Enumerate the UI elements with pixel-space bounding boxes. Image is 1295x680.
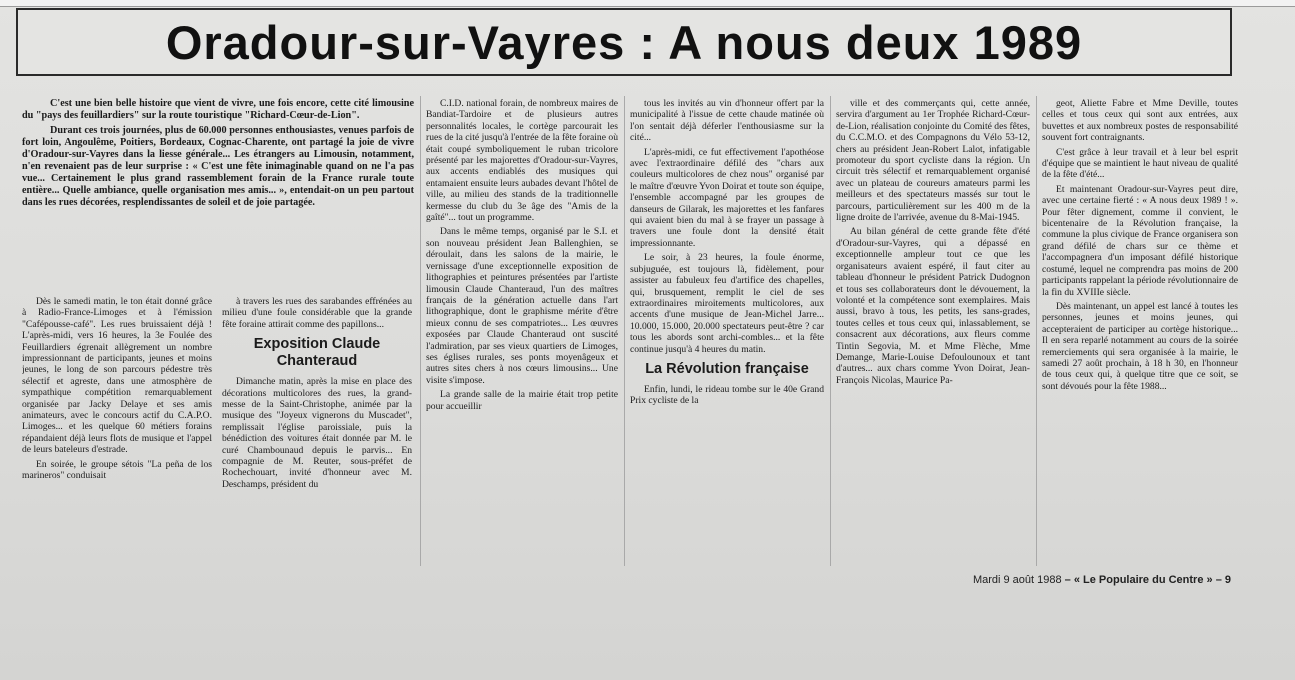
paragraph: Et maintenant Oradour-sur-Vayres peut dire, avec une certaine fierté : « A nous deux 1989 ! ». Pour fêter dignement, comme il convient, le bicentenaire de la Révolution française, la commune la plus civique de France organisera son grand défilé de chars sur ce thème et l'accompagnera d'un imposant défilé historique costumé, lequel ne comprendra pas moins de 200 participants rappelant la période révolutionnaire de la fin du XVIIIe siècle. bbox=[1042, 183, 1238, 298]
page-folio bbox=[973, 574, 1231, 586]
page-top-edge bbox=[0, 0, 1295, 7]
article-column-1 bbox=[22, 296, 212, 564]
headline-box bbox=[16, 8, 1232, 76]
paragraph: Le soir, à 23 heures, la foule énorme, subjuguée, est toujours là, fidèlement, pour assister au fabuleux feu d'artifice des chapelles, qui, brusquement, remplit le ciel de ses extraordinaires miroitements multicolores, aux accents d'une musique de Jean-Michel Jarre... 10.000, 15.000, 20.000 spectateurs peut-être ? car tous les abords sont archi-combles... et la fête continue jusqu'à 4 heures du matin. bbox=[630, 252, 824, 355]
article-column-2 bbox=[222, 296, 412, 564]
paragraph: à travers les rues des sarabandes effrénées au milieu d'une foule considérable que la grande fête foraine attirait comme des papillons... bbox=[222, 296, 412, 330]
column-rule bbox=[830, 96, 831, 566]
headline: Oradour-sur-Vayres : A nous deux 1989 bbox=[165, 15, 1083, 69]
lead-paragraph: C'est une bien belle histoire que vient de vivre, une fois encore, cette cité limousine du "pays des feuillardiers" sur la route touristique "Richard-Cœur-de-Lion". bbox=[22, 98, 414, 121]
page-number: 9 bbox=[1224, 574, 1231, 586]
paragraph: C.I.D. national forain, de nombreux maires de Bandiat-Tardoire et de plusieurs autres personnalités locales, le cortège parcourait les rues de la cité jusqu'à l'entrée de la fête foraine où était coupé symboliquement le ruban tricolore présenté par les majorettes d'Oradour-sur-Vayres, aux accents endiablés des musiques qui entamaient ensuite leurs aubades devant l'hôtel de ville, au milieu des stands de la traditionnelle kermesse du club du 3e âge des "Amis de la gaîté"... tout un programme. bbox=[426, 98, 618, 224]
subheading-exposition: Exposition Claude Chanteraud bbox=[253, 336, 381, 370]
issue-date: Mardi 9 août 1988 bbox=[972, 574, 1062, 586]
lead-paragraphs bbox=[22, 98, 414, 294]
column-rule bbox=[420, 96, 421, 566]
paragraph: ville et des commerçants qui, cette année, servira d'argument au 1er Trophée Richard-Cœur-de-Lion, réalisation conjointe du Comité des fêtes, du C.C.M.O. et des Compagnons du Vélo 53-12, chers au président Jean-Robert Lalot, infatigable promoteur du sport cycliste dans la région. Un circuit très sélectif et remarquablement organisé avec un plateau de coureurs amateurs parmi les meilleurs et des spectateurs massés sur tout le parcours, particulièrement sur les 400 m de la ligne droite de l'arrivée, avenue du 8-Mai-1945. bbox=[836, 98, 1030, 224]
column-rule bbox=[1036, 96, 1037, 566]
paragraph: Dès maintenant, un appel est lancé à toutes les personnes, jeunes et moins jeunes, qui accepteraient de participer au cortège historique... Il en sera reparlé notamment au cours de la soirée remerciements qui sera organisée à la mairie, le samedi 27 août prochain, à 18 h 30, en l'honneur de tous ceux qui, à quelque titre que ce soit, se sont dévoués pour la fête 1988... bbox=[1042, 300, 1238, 392]
folio-separator: – bbox=[1064, 574, 1071, 586]
subheading-revolution: La Révolution française bbox=[645, 360, 809, 377]
paragraph: C'est grâce à leur travail et à leur bel esprit d'équipe que se maintient le haut niveau de qualité de la fête d'été... bbox=[1042, 146, 1238, 181]
paragraph: Au bilan général de cette grande fête d'été d'Oradour-sur-Vayres, qui a dépassé en exceptionnelle ampleur tout ce que les organisateurs avaient espéré, il faut citer au tableau d'honneur le président Patrick Dudognon et tous ses collaborateurs dont le dévouement, la volonté et la compétence sont exemplaires. Mais aussi, bravo à tous, les petits, les sans-grades, toutes celles et tous ceux qui, inlassablement, se consacrent aux décorations, aux fleurs comme Tintin Segovia, M. et Mme Flèche, Mme Demange, Marie-Louise Defoulounoux et tant d'autres... aux chars comme Yvon Doirat, Jean-François Nicolas, Maurice Pa- bbox=[836, 226, 1030, 386]
paragraph: L'après-midi, ce fut effectivement l'apothéose avec l'extraordinaire défilé des "chars aux couleurs multicolores de chez nous" organisé par le maître d'œuvre Yvon Doirat et toute son équipe, l'ensemble accompagné par les groupes de danseurs de Gilarak, les majorettes et les fanfares qui avaient bien du mal à se frayer un passage à travers une foule dont la densité était impressionnante. bbox=[630, 146, 824, 249]
article-column-4 bbox=[630, 98, 824, 564]
paragraph: Dans le même temps, organisé par le S.I. et son nouveau président Jean Ballenghien, se déroulait, dans les salons de la mairie, le vernissage d'une exceptionnelle exposition de lithographies et peintures présentées par l'artiste limousin Claude Chanteraud, l'un des maîtres français de la génération actuelle dans l'art lithographique, dont le graphisme mérite d'être mieux connu de ses compatriotes... Les œuvres exposées par Claude Chanteraud ont suscité l'admiration, par ses vieux quartiers de Limoges, ses églises rurales, ses ponts moyenâgeux et autres sites chers à nos cœurs limousins... Une visite s'impose. bbox=[426, 226, 618, 386]
paragraph: geot, Aliette Fabre et Mme Deville, toutes celles et tous ceux qui sont aux entrées, aux buvettes et aux nombreux postes de responsabilité souvent fort contraignants. bbox=[1042, 98, 1238, 144]
paragraph: Dès le samedi matin, le ton était donné grâce à Radio-France-Limoges et à l'émission "Cafépousse-café". Les rues bruissaient déjà ! L'après-midi, vers 16 heures, la 3e Foulée des Feuillardiers égrenait allègrement un nombre impressionnant de participants, jeunes et moins jeunes, le long de son parcours pédestre très sélectif et agreste, dans une atmosphère de sympathique compétition remarquablement organisée par Jacky Delaye et ses amis animateurs, avec le concours actif du C.A.P.O. Limoges... et les quelque 60 métiers forains répandaient déjà leurs flots de musique et l'appel de leurs bateleurs d'estrade. bbox=[22, 296, 212, 456]
paragraph: tous les invités au vin d'honneur offert par la municipalité à l'issue de cette chaude matinée où l'on sentait déjà déferler l'enthousiasme sur la cité... bbox=[630, 98, 824, 144]
lead-paragraph: Durant ces trois journées, plus de 60.000 personnes enthousiastes, venues parfois de fort loin, Angoulême, Poitiers, Bordeaux, Cognac-Charente, ont partagé la joie de vivre d'Oradour-sur-Vayres dans la liesse générale... Les étrangers au Limousin, notamment, n'en revenaient pas de leur surprise : « C'est une fête inimaginable quand on ne l'a pas vue... Certainement le plus grand rassemblement forain de la France rurale toute entière... Quelle ambiance, quelle organisation mes amis... », entendait-on un peu partout dans les rues décorées, resplendissantes de soleil et de joie partagée. bbox=[22, 125, 414, 208]
column-rule bbox=[624, 96, 625, 566]
paragraph: La grande salle de la mairie était trop petite pour accueillir bbox=[426, 389, 618, 412]
paragraph: Dimanche matin, après la mise en place des décorations multicolores des rues, la grand-messe de la Saint-Christophe, animée par la musique des "Joyeux vignerons du Muscadet", remplissait l'église paroissiale, puis la bénédiction des voitures était donnée par M. le curé Chambounaud depuis le parvis... En compagnie de M. Reuter, sous-préfet de Rochechouart, invité d'honneur avec M. Deschamps, président du bbox=[222, 376, 412, 490]
paragraph: Enfin, lundi, le rideau tombe sur le 40e Grand Prix cycliste de la bbox=[630, 383, 824, 407]
paragraph: En soirée, le groupe sétois "La peña de los marineros" conduisait bbox=[22, 458, 212, 482]
article-column-5 bbox=[836, 98, 1030, 564]
article-column-3 bbox=[426, 98, 618, 564]
newspaper-name: « Le Populaire du Centre » bbox=[1073, 574, 1213, 586]
folio-separator: – bbox=[1215, 574, 1222, 586]
article-column-6 bbox=[1042, 98, 1238, 564]
